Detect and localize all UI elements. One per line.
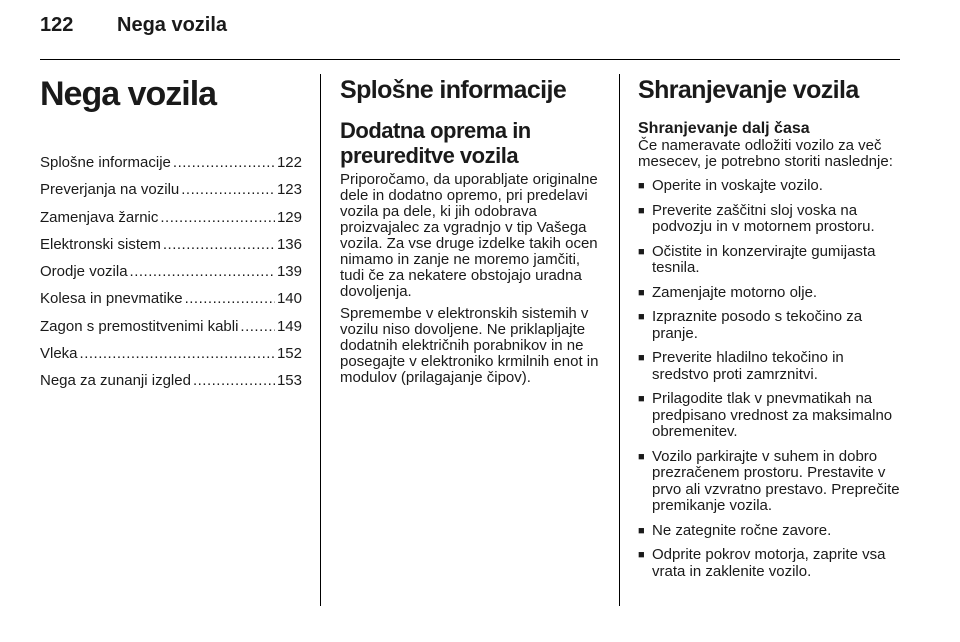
toc-column [40,74,302,400]
toc-item[interactable] [40,236,302,263]
list-item-text: Očistite in konzervirajte gumijasta tesnila. [652,242,876,276]
toc-leader [163,236,275,253]
toc-label: Splošne informacije [40,154,171,171]
list-item [638,244,902,277]
bullet-square-icon: ■ [638,524,645,537]
toc-leader [185,290,275,307]
toc-leader [240,318,275,335]
body-paragraph: Če nameravate odložiti vozilo za več mesecev, je potrebno storiti naslednje: [638,137,893,170]
list-item-text: Odprite pokrov motorja, zaprite vsa vrata in zaklenite vozilo. [652,546,886,580]
toc-label: Preverjanja na vozilu [40,181,180,199]
bullet-square-icon: ■ [638,450,645,463]
toc-label: Zamenjava žarnic [40,208,159,226]
toc-label: Orodje vozila [40,263,128,281]
column-divider-1 [320,74,321,606]
toc-leader [193,372,275,389]
list-item [638,449,902,515]
list-item [638,523,902,540]
toc-leader [160,209,275,226]
body-paragraph: Priporočamo, da uporabljate originalne dele in dodatno opremo, pri predelavi vozila pa dele, ki jih odobrava proizvajalec za vgradnjo v tip Vašega vozila. Za vse druge izdelke takih ocen nimamo in zanje ne moremo jamčiti, tudi če za nekatere obstojajo uradna dovoljenja. [340,171,598,300]
list-item-text: Preverite zaščitni sloj voska na podvozju in v motornem prostoru. [652,201,875,235]
list-item-text: Vozilo parkirajte v suhem in dobro prezračenem prostoru. Prestavite v prvo ali vzvratno prestavo. Preprečite premikanje vozila. [652,447,900,514]
toc-item[interactable] [40,209,302,236]
toc-leader [80,345,275,362]
storage-checklist [638,178,902,580]
bullet-square-icon: ■ [638,204,645,217]
toc-item[interactable] [40,263,302,290]
toc-label: Nega za zunanji izgled [40,372,191,390]
list-item [638,178,902,195]
bullet-square-icon: ■ [638,180,645,192]
bullet-square-icon: ■ [638,393,645,405]
toc-page: 140 [276,290,302,308]
toc-page: 129 [276,208,302,226]
subsection-heading: Shranjevanje dalj časa [638,120,810,137]
bullet-square-icon: ■ [638,549,645,561]
toc-label: Zagon s premostitvenimi kabli [40,317,239,335]
table-of-contents [40,154,302,400]
toc-page: 149 [276,317,302,335]
toc-page: 153 [276,372,302,390]
toc-label: Elektronski sistem [40,235,161,253]
bullet-square-icon: ■ [638,286,645,299]
header-title: Nega vozila [117,14,228,36]
chapter-title: Nega vozila [40,75,217,113]
list-item [638,547,902,580]
list-item [638,309,902,342]
list-item-text: Izpraznite posodo s tekočino za pranje. [652,308,863,342]
body-paragraph: Spremembe v elektronskih sistemih v vozilu niso dovoljene. Ne priklapljajte dodatnih električnih porabnikov in ne posegajte v elektroniko krmilnih enot in modulov (prilagajanje čipov). [340,305,599,386]
bullet-square-icon: ■ [638,352,645,364]
general-info-column [340,74,603,386]
toc-page: 136 [276,235,302,253]
bullet-square-icon: ■ [638,245,645,258]
list-item [638,285,902,302]
toc-label: Kolesa in pnevmatike [40,290,183,308]
list-item [638,391,902,441]
page-number: 122 [40,14,74,36]
toc-leader [173,154,275,171]
toc-page: 122 [276,154,302,171]
list-item-text: Operite in voskajte vozilo. [652,177,823,194]
toc-item[interactable] [40,181,302,208]
list-item-text: Zamenjajte motorno olje. [652,283,818,301]
toc-page: 123 [276,181,302,199]
subsection-heading: Dodatna oprema in preureditve vozila [340,118,531,168]
list-item [638,350,902,383]
storage-column [638,74,902,588]
column-divider-2 [619,74,620,606]
list-item-text: Ne zategnite ročne zavore. [652,521,832,539]
list-item [638,203,902,236]
toc-item[interactable] [40,318,302,345]
toc-leader [181,181,275,198]
toc-item[interactable] [40,154,302,181]
header-rule [40,59,900,60]
toc-page: 152 [276,345,302,363]
toc-label: Vleka [40,345,78,363]
toc-page: 139 [276,263,302,281]
toc-leader [130,263,275,280]
toc-item[interactable] [40,290,302,317]
bullet-square-icon: ■ [638,311,645,323]
toc-item[interactable] [40,345,302,372]
toc-item[interactable] [40,372,302,399]
section-heading: Shranjevanje vozila [638,76,859,104]
list-item-text: Preverite hladilno tekočino in sredstvo proti zamrznitvi. [652,349,844,383]
list-item-text: Prilagodite tlak v pnevmatikah na predpisano vrednost za maksimalno obremenitev. [652,390,893,440]
section-heading: Splošne informacije [340,76,567,104]
